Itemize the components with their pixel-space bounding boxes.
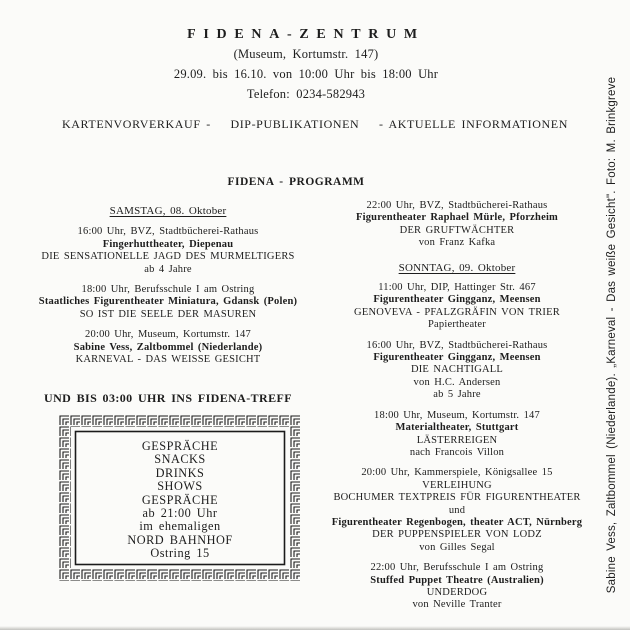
- treff-line: ab 21:00 Uhr: [142, 506, 218, 521]
- event-line: von H.C. Andersen: [413, 376, 501, 388]
- event-line: Figurentheater Raphael Mürle, Pforzheim: [355, 212, 559, 224]
- fidena-treff-heading: UND BIS 03:00 UHR INS FIDENA-TREFF: [44, 391, 292, 405]
- treff-line: im ehemaligen: [139, 519, 221, 534]
- exhibition-dates: 29.09. bis 16.10. von 10:00 Uhr bis 18:00 Uhr: [173, 67, 439, 81]
- treff-line: DRINKS: [155, 465, 205, 480]
- phone-number: Telefon: 0234-582943: [246, 87, 366, 101]
- day-heading: SAMSTAG, 08. Oktober: [109, 205, 227, 217]
- event-line: SO IST DIE SEELE DER MASUREN: [79, 308, 257, 320]
- event-line: DIE SENSATIONELLE JAGD DES MURMELTIGERS: [41, 251, 295, 263]
- event-block: [12, 329, 324, 366]
- fidena-treff-section: [12, 391, 324, 581]
- event-line: 16:00 Uhr, BVZ, Stadtbücherei-Rathaus: [366, 339, 548, 351]
- event-block: [318, 282, 596, 332]
- event-line: Materialtheater, Stuttgart: [395, 422, 519, 434]
- treff-line: SHOWS: [157, 479, 203, 494]
- event-block: [12, 284, 324, 321]
- event-line: DIE NACHTIGALL: [410, 364, 504, 376]
- program-column-saturday: [12, 205, 324, 374]
- event-line: nach Francois Villon: [409, 446, 505, 458]
- photo-credit-caption: Sabine Vess, Zaltbommel (Niederlande). „Karneval - Das weiße Gesicht". Foto: M. Brinkgreve: [606, 76, 618, 594]
- event-line: von Neville Tranter: [412, 599, 502, 611]
- event-block: [318, 340, 596, 402]
- event-line: 22:00 Uhr, BVZ, Stadtbücherei-Rathaus: [366, 200, 548, 211]
- fidena-treff-box: [59, 415, 301, 581]
- event-line: ab 5 Jahre: [433, 389, 481, 401]
- event-line: DER GRUFTWÄCHTER: [399, 224, 515, 236]
- event-line: Figurentheater Regenbogen, theater ACT, Nürnberg: [331, 516, 583, 528]
- header: [0, 26, 612, 104]
- service-information: - AKTUELLE INFORMATIONEN: [378, 117, 568, 131]
- page-title: FIDENA-ZENTRUM: [187, 27, 425, 42]
- event-line: von Franz Kafka: [418, 237, 496, 249]
- event-line: 20:00 Uhr, Museum, Kortumstr. 147: [85, 329, 251, 341]
- treff-line: Ostring 15: [150, 546, 210, 561]
- scan-edge-right: [625, 0, 630, 630]
- event-line: und: [448, 504, 466, 516]
- treff-line: GESPRÄCHE: [141, 492, 219, 507]
- event-line: 16:00 Uhr, BVZ, Stadtbücherei-Rathaus: [77, 226, 259, 238]
- event-block: [318, 410, 596, 460]
- program-column-sunday: [318, 200, 596, 620]
- event-line: 18:00 Uhr, Berufsschule I am Ostring: [81, 284, 255, 296]
- event-line: 22:00 Uhr, Berufsschule I am Ostring: [370, 562, 544, 574]
- event-line: 18:00 Uhr, Museum, Kortumstr. 147: [374, 409, 540, 421]
- event-line: 20:00 Uhr, Kammerspiele, Königsallee 15: [361, 467, 553, 479]
- event-line: Figurentheater Gingganz, Meensen: [373, 352, 541, 364]
- event-block: [318, 467, 596, 554]
- treff-line: NORD BAHNHOF: [127, 532, 233, 547]
- event-line: KARNEVAL - DAS WEISSE GESICHT: [75, 354, 261, 366]
- services-row: [62, 117, 568, 132]
- event-block: [318, 200, 596, 250]
- scan-edge-bottom: [0, 626, 630, 630]
- event-line: Fingerhuttheater, Diepenau: [102, 238, 234, 250]
- event-line: ab 4 Jahre: [144, 263, 192, 275]
- treff-line: GESPRÄCHE: [141, 439, 219, 453]
- event-block: [318, 562, 596, 612]
- program-title: FIDENA - PROGRAMM: [227, 176, 365, 188]
- event-line: DER PUPPENSPIELER VON LODZ: [372, 529, 542, 541]
- service-publications: DIP-PUBLIKATIONEN: [230, 117, 360, 131]
- event-line: LÄSTERREIGEN: [416, 434, 498, 446]
- fidena-treff-lines: [79, 440, 281, 561]
- event-line: 11:00 Uhr, DIP, Hattinger Str. 467: [378, 282, 536, 294]
- event-line: GENOVEVA - PFALZGRÄFIN VON TRIER: [354, 306, 560, 318]
- event-line: Sabine Vess, Zaltbommel (Niederlande): [73, 341, 263, 353]
- event-line: Stuffed Puppet Theatre (Australien): [370, 574, 544, 586]
- event-line: Staatliches Figurentheater Miniatura, Gdansk (Polen): [38, 296, 298, 308]
- treff-line: SNACKS: [154, 452, 206, 467]
- event-line: BOCHUMER TEXTPREIS FÜR FIGURENTHEATER: [333, 492, 581, 504]
- event-line: UNDERDOG: [426, 586, 488, 598]
- event-line: Papiertheater: [428, 319, 486, 331]
- venue-address: (Museum, Kortumstr. 147): [233, 47, 379, 61]
- event-line: Figurentheater Gingganz, Meensen: [373, 294, 541, 306]
- event-line: von Gilles Segal: [419, 541, 495, 553]
- day-heading: SONNTAG, 09. Oktober: [398, 261, 516, 274]
- event-line: VERLEIHUNG: [422, 479, 492, 491]
- service-ticket-sales: KARTENVORVERKAUF -: [62, 117, 211, 131]
- event-block: [12, 226, 324, 276]
